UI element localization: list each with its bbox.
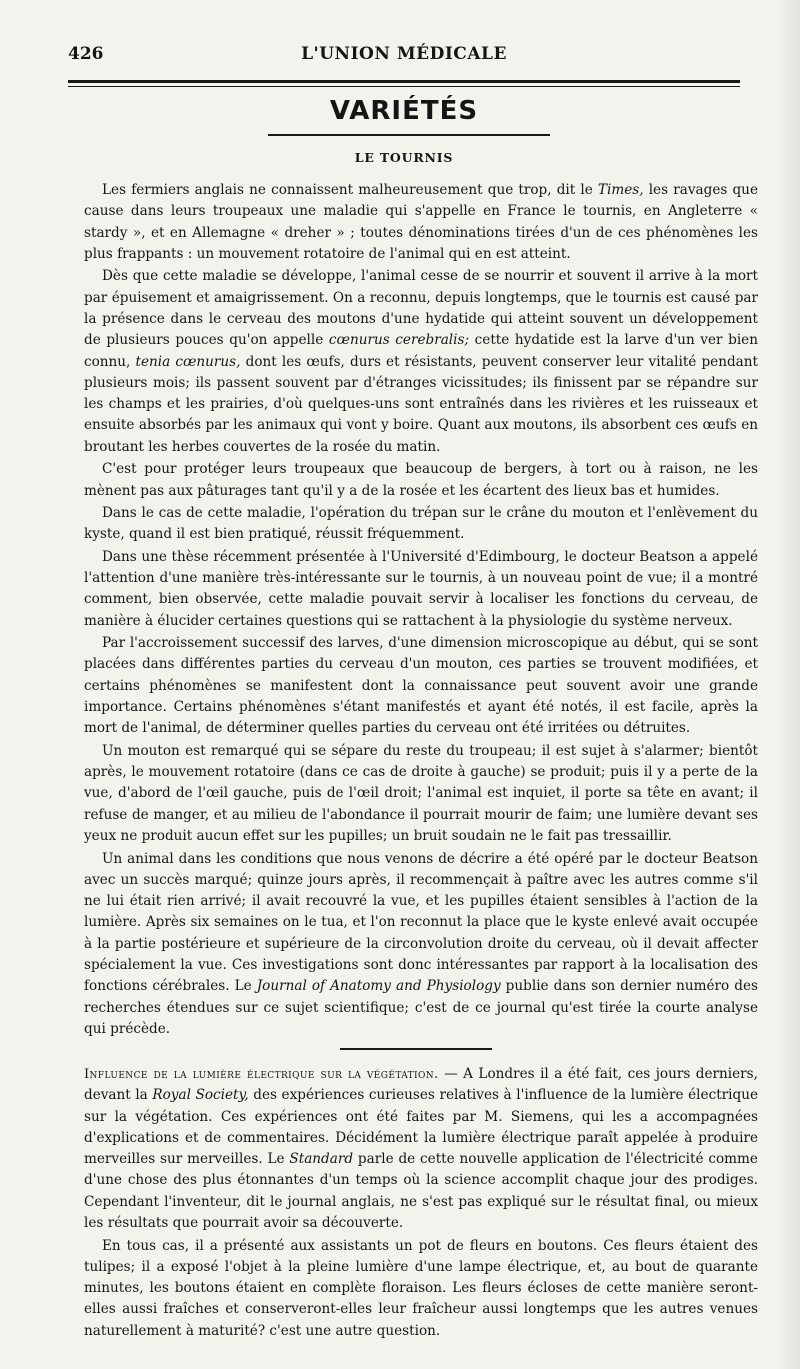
text-run: Les fermiers anglais ne connaissent malheureusement que trop, dit le (102, 182, 598, 198)
text-run: Dès que cette maladie se développe, l'animal cesse de se nourrir et souvent il arrive à la mort par épuisement et amaigrissement. On a reconnu, depuis longtemps, que le tournis est causé par la présence dans le cerveau des moutons d'une hydatide qui atteint souvent un développement de plusieurs pouces qu'on appelle (84, 268, 758, 349)
text-run: cette hydatide est la larve d'un ver bien connu, (84, 332, 758, 370)
italic-text: Royal Society, (152, 1087, 249, 1104)
article-separator-rule (340, 1048, 492, 1050)
article-body (84, 180, 758, 1041)
article1-paragraph (84, 849, 758, 1041)
text-run: — A Londres il a été fait, ces jours derniers, devant la (84, 1066, 758, 1104)
page-header (68, 44, 740, 70)
italic-text: Standard (289, 1151, 354, 1168)
header-rule (68, 80, 740, 83)
article1-paragraph (84, 633, 758, 739)
section-title-rule (268, 134, 550, 136)
italic-text: Journal of Anatomy and Physiology (256, 978, 501, 995)
text-run: publie dans son dernier numéro des recherches étendues sur ce sujet scientifique; c'est de ce journal qu'est tirée la courte analyse qui précède. (84, 978, 758, 1037)
article1-paragraph (84, 266, 758, 458)
article1-paragraph (84, 180, 758, 265)
text-run: dont les œufs, durs et résistants, peuvent conserver leur vitalité pendant plusieurs mois; ils passent souvent par d'étranges vicissitudes; ils finissent par se répandre sur les champs et les prairies, d'où quelques-uns sont entraînés dans les rivières et les ruisseaux et ensuite absorbés par les animaux qui vont y boire. Quant aux moutons, ils absorbent ces œufs en broutant les herbes couvertes de la rosée du matin. (84, 353, 758, 455)
article1-paragraph (84, 741, 758, 847)
second-article-title: Influence de la lumière électrique sur la végétation. (84, 1067, 439, 1082)
header-rule-thin (68, 86, 740, 87)
article1-paragraph (84, 459, 758, 502)
text-run: C'est pour protéger leurs troupeaux que beaucoup de bergers, à tort ou à raison, ne les mènent pas aux pâturages tant qu'il y a de la rosée et les écartent des lieux bas et humides. (84, 461, 758, 499)
section-title: VARIÉTÉS (329, 96, 479, 126)
article-title: LE TOURNIS (354, 150, 454, 165)
running-title: L'UNION MÉDICALE (301, 44, 507, 64)
text-run: Par l'accroissement successif des larves, d'une dimension microscopique au début, qui se sont placées dans différentes parties du cerveau d'un mouton, ces parties se trouvent modifiées, et certains phénomènes se manifestent dont la connaissance peut souvent avoir une grande importance. Certains phénomènes s'étant manifestés et ayant été notés, il est facile, après la mort de l'animal, de déterminer quelles parties du cerveau ont été irritées ou détruites. (84, 635, 758, 737)
italic-text: tenia cœnurus, (135, 353, 241, 370)
text-run: parle de cette nouvelle application de l'électricité comme d'une chose des plus étonnantes d'un temps où la science accomplit chaque jour des prodiges. Cependant l'inventeur, dit le journal anglais, ne s'est pas expliqué sur le résultat final, ou mieux les résultats que pourrait avoir sa découverte. (84, 1151, 758, 1232)
article2-paragraph (84, 1064, 758, 1234)
text-run: des expériences curieuses relatives à l'influence de la lumière électrique sur la végétation. Ces expériences ont été faites par M. Siemens, qui les a accompagnées d'explications et de commentaires. Décidément la lumière électrique paraît appelée à produire merveilles sur merveilles. Le (84, 1087, 759, 1168)
page-number: 426 (68, 44, 104, 64)
article1-paragraph (84, 503, 758, 546)
article1-paragraph (84, 547, 758, 632)
text-run: Dans une thèse récemment présentée à l'Université d'Edimbourg, le docteur Beatson a appelé l'attention d'une manière très-intéressante sur le tournis, à un nouveau point de vue; il a montré comment, bien observée, cette maladie pouvait servir à localiser les fonctions du cerveau, de manière à élucider certaines questions qui se rattachent à la physiologie du système nerveux. (84, 548, 758, 629)
article2-paragraph (84, 1236, 758, 1342)
italic-text: Times, (597, 182, 644, 198)
italic-text: cœnurus cerebralis; (328, 332, 470, 349)
text-run: les ravages que cause dans leurs troupeaux une maladie qui s'appelle en France le tournis, en Angleterre « stardy », et en Allemagne « dreher » ; toutes dénominations tirées d'un de ces phénomènes les plus frappants : un mouvement rotatoire de l'animal qui en est atteint. (84, 182, 758, 262)
second-article-body (84, 1064, 758, 1343)
text-run: Un mouton est remarqué qui se sépare du reste du troupeau; il est sujet à s'alarmer; bientôt après, le mouvement rotatoire (dans ce cas de droite à gauche) se produit; puis il y a perte de la vue, d'abord de l'œil gauche, puis de l'œil droit; l'animal est inquiet, il porte sa tête en avant; il refuse de manger, et au milieu de l'abondance il pourrait mourir de faim; une lumière devant ses yeux ne produit aucun effet sur les pupilles; un bruit soudain ne le fait pas tressaillir. (84, 742, 758, 845)
text-run: En tous cas, il a présenté aux assistants un pot de fleurs en boutons. Ces fleurs étaient des tulipes; il a exposé l'objet à la pleine lumière d'une lampe électrique, et, au bout de quarante minutes, les boutons étaient en complète floraison. Les fleurs écloses de cette manière seront-elles aussi fraîches et conserveront-elles leur fraîcheur aussi longtemps que les autres venues naturellement à maturité? c'est une autre question. (84, 1237, 758, 1339)
text-run: Un animal dans les conditions que nous venons de décrire a été opéré par le docteur Beatson avec un succès marqué; quinze jours après, il recommençait à paître avec les autres comme s'il ne lui était rien arrivé; il avait recouvré la vue, et les pupilles étaient sensibles à l'action de la lumière. Après six semaines on le tua, et l'on reconnut la place que le kyste enlevé avait occupée à la partie postérieure et supérieure de la circonvolution droite du cerveau, où il devait affecter spécialement la vue. Ces investigations sont donc intéressantes par rapport à la localisation des fonctions cérébrales. Le (84, 850, 758, 995)
text-run: Dans le cas de cette maladie, l'opération du trépan sur le crâne du mouton et l'enlèvement du kyste, quand il est bien pratiqué, réussit fréquemment. (84, 505, 758, 543)
